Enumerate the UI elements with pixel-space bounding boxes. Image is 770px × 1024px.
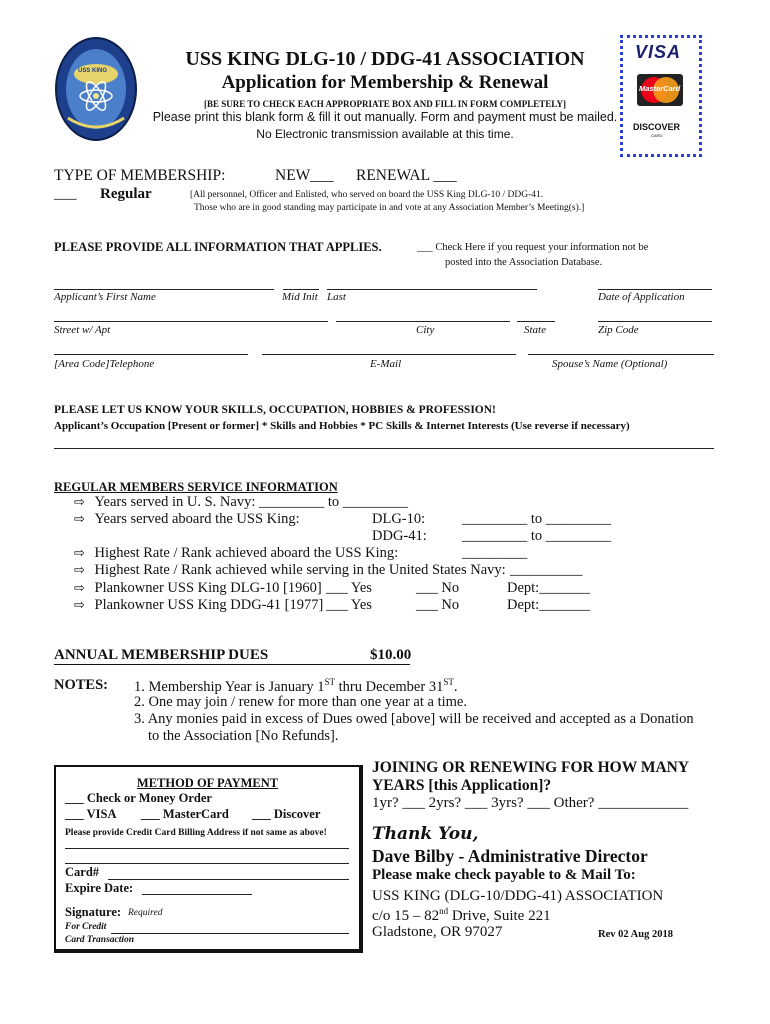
card-transaction-label: Card Transaction xyxy=(65,935,135,945)
annual-dues-amount: $10.00 xyxy=(370,647,412,663)
rank-king-field[interactable]: _________ xyxy=(462,545,528,561)
thank-you-text: Thank You, xyxy=(372,824,479,844)
mid-init-label: Mid Init xyxy=(282,291,318,303)
payment-method-box xyxy=(54,765,363,953)
street-field[interactable] xyxy=(54,321,328,322)
street-label: Street w/ Apt xyxy=(54,324,111,336)
plankowner-dlg10-dept[interactable]: Dept:_______ xyxy=(507,580,590,596)
regular-description-2: Those who are in good standing may participate in and vote at any Association Member’s Meeting(s).] xyxy=(194,203,585,213)
navy-years-row[interactable]: ⇨ Years served in U. S. Navy: _________ to _________ xyxy=(74,494,409,510)
address-line-3: Gladstone, OR 97027 xyxy=(372,924,503,940)
discover-logo: DISCOVER xyxy=(633,122,681,132)
mastercard-logo: MasterCard xyxy=(637,74,683,106)
signature-label: Signature: xyxy=(65,905,122,919)
database-opt-out-note: posted into the Association Database. xyxy=(445,257,603,268)
no-electronic-note: No Electronic transmission available at this time. xyxy=(256,127,514,141)
date-of-application-field[interactable] xyxy=(598,289,712,290)
regular-checkbox[interactable]: ___ xyxy=(54,186,77,202)
regular-label: Regular xyxy=(100,186,152,202)
note-3: 3. Any monies paid in excess of Dues owed [above] will be received and accepted as a Donation xyxy=(134,711,694,727)
card-number-label: Card# xyxy=(65,865,100,879)
plankowner-ddg41-row: ⇨ Plankowner USS King DDG-41 [1977] xyxy=(74,597,324,613)
page-title: USS KING DLG-10 / DDG-41 ASSOCIATION xyxy=(185,48,585,70)
date-of-application-label: Date of Application xyxy=(598,291,685,303)
payment-method-title: METHOD OF PAYMENT xyxy=(136,776,279,790)
signature-required-label: Required xyxy=(128,908,163,918)
billing-address-line-2[interactable] xyxy=(65,863,349,864)
card-number-field[interactable] xyxy=(108,879,349,880)
renewal-membership-option[interactable]: RENEWAL ___ xyxy=(356,167,457,184)
revision-label: Rev 02 Aug 2018 xyxy=(598,929,673,940)
telephone-label: [Area Code]Telephone xyxy=(54,358,155,370)
first-name-field[interactable] xyxy=(54,289,274,290)
director-name: Dave Bilby - Administrative Director xyxy=(372,846,648,866)
payable-note: Please make check payable to & Mail To: xyxy=(372,867,636,883)
zip-field[interactable] xyxy=(598,321,712,322)
print-instructions: Please print this blank form & fill it out manually. Form and payment must be mailed. xyxy=(152,110,618,124)
king-years-row: ⇨ Years served aboard the USS King: xyxy=(74,511,300,527)
spouse-name-label: Spouse’s Name (Optional) xyxy=(552,358,668,370)
plankowner-ddg41-dept[interactable]: Dept:_______ xyxy=(507,597,590,613)
billing-address-line-1[interactable] xyxy=(65,848,349,849)
ddg41-range-field[interactable]: _________ to _________ xyxy=(462,528,612,544)
note-3-continued: to the Association [No Refunds]. xyxy=(148,728,339,744)
association-emblem xyxy=(54,36,138,142)
page-subtitle: Application for Membership & Renewal xyxy=(221,72,549,93)
check-boxes-note: [BE SURE TO CHECK EACH APPROPRIATE BOX AND FILL IN FORM COMPLETELY] xyxy=(204,99,566,109)
city-label: City xyxy=(416,324,435,336)
database-opt-out-checkbox[interactable]: ___ Check Here if you request your information not be xyxy=(417,242,649,253)
emblem-top-text: USS KING xyxy=(78,68,108,74)
mastercard-option[interactable]: ___ MasterCard xyxy=(141,807,229,821)
notes-label: NOTES: xyxy=(54,677,108,693)
skills-heading: PLEASE LET US KNOW YOUR SKILLS, OCCUPATION, HOBBIES & PROFESSION! xyxy=(54,404,496,416)
joining-question-1: JOINING OR RENEWING FOR HOW MANY xyxy=(372,759,690,776)
note-1: 1. Membership Year is January 1ST thru December 31ST. xyxy=(134,677,458,695)
last-name-label: Last xyxy=(327,291,346,303)
first-name-label: Applicant’s First Name xyxy=(54,291,156,303)
last-name-field[interactable] xyxy=(327,289,537,290)
service-heading: REGULAR MEMBERS SERVICE INFORMATION xyxy=(54,480,338,494)
info-heading: PLEASE PROVIDE ALL INFORMATION THAT APPLIES. xyxy=(54,240,382,254)
address-line-1: USS KING (DLG-10/DDG-41) ASSOCIATION xyxy=(372,888,664,904)
address-line-2: c/o 15 – 82nd Drive, Suite 221 xyxy=(372,906,551,924)
discover-option[interactable]: ___ Discover xyxy=(252,807,321,821)
mid-init-field[interactable] xyxy=(283,289,319,290)
plankowner-ddg41-yes[interactable]: ___ Yes xyxy=(326,597,372,613)
new-membership-option[interactable]: NEW___ xyxy=(275,167,334,184)
telephone-field[interactable] xyxy=(54,354,248,355)
spouse-name-field[interactable] xyxy=(528,354,714,355)
membership-type-label: TYPE OF MEMBERSHIP: xyxy=(54,167,226,184)
dlg10-label: DLG-10: xyxy=(372,511,426,527)
skills-field[interactable] xyxy=(54,448,714,449)
rank-navy-field[interactable]: __________ xyxy=(510,562,583,578)
skills-subheading: Applicant’s Occupation [Present or former] * Skills and Hobbies * PC Skills & Internet Interests (Use reverse if necessary) xyxy=(54,420,630,432)
email-label: E-Mail xyxy=(370,358,402,370)
visa-option[interactable]: ___ VISA xyxy=(65,807,117,821)
state-label: State xyxy=(524,324,546,336)
plankowner-dlg10-yes[interactable]: ___ Yes xyxy=(326,580,372,596)
for-credit-label: For Credit xyxy=(65,922,107,932)
payment-card-logos: VISA MasterCard DISCOVER CARD xyxy=(620,35,702,157)
state-field[interactable] xyxy=(517,321,555,322)
rank-king-row: ⇨ Highest Rate / Rank achieved aboard the USS King: xyxy=(74,545,399,561)
ddg41-label: DDG-41: xyxy=(372,528,427,544)
dlg10-range-field[interactable]: _________ to _________ xyxy=(462,511,612,527)
plankowner-ddg41-no[interactable]: ___ No xyxy=(416,597,460,613)
visa-logo: VISA xyxy=(635,42,682,62)
expire-date-label: Expire Date: xyxy=(65,881,134,895)
annual-dues-label: ANNUAL MEMBERSHIP DUES xyxy=(54,647,410,665)
zip-label: Zip Code xyxy=(598,324,639,336)
signature-field[interactable] xyxy=(111,933,349,934)
plankowner-dlg10-no[interactable]: ___ No xyxy=(416,580,460,596)
plankowner-dlg10-row: ⇨ Plankowner USS King DLG-10 [1960] xyxy=(74,580,322,596)
joining-question-2: YEARS [this Application]? xyxy=(372,777,552,794)
note-2: 2. One may join / renew for more than one year at a time. xyxy=(134,694,467,710)
years-options[interactable]: 1yr? ___ 2yrs? ___ 3yrs? ___ Other? ____________ xyxy=(372,795,689,811)
rank-navy-row: ⇨ Highest Rate / Rank achieved while serving in the United States Navy: xyxy=(74,562,506,578)
email-field[interactable] xyxy=(262,354,516,355)
regular-description-1: [All personnel, Officer and Enlisted, who served on board the USS King DLG-10 / DDG-41. xyxy=(190,190,544,200)
expire-date-field[interactable] xyxy=(142,894,252,895)
check-money-order-option[interactable]: ___ Check or Money Order xyxy=(65,791,212,805)
city-field[interactable] xyxy=(336,321,510,322)
billing-address-note: Please provide Credit Card Billing Address if not same as above! xyxy=(65,828,327,838)
